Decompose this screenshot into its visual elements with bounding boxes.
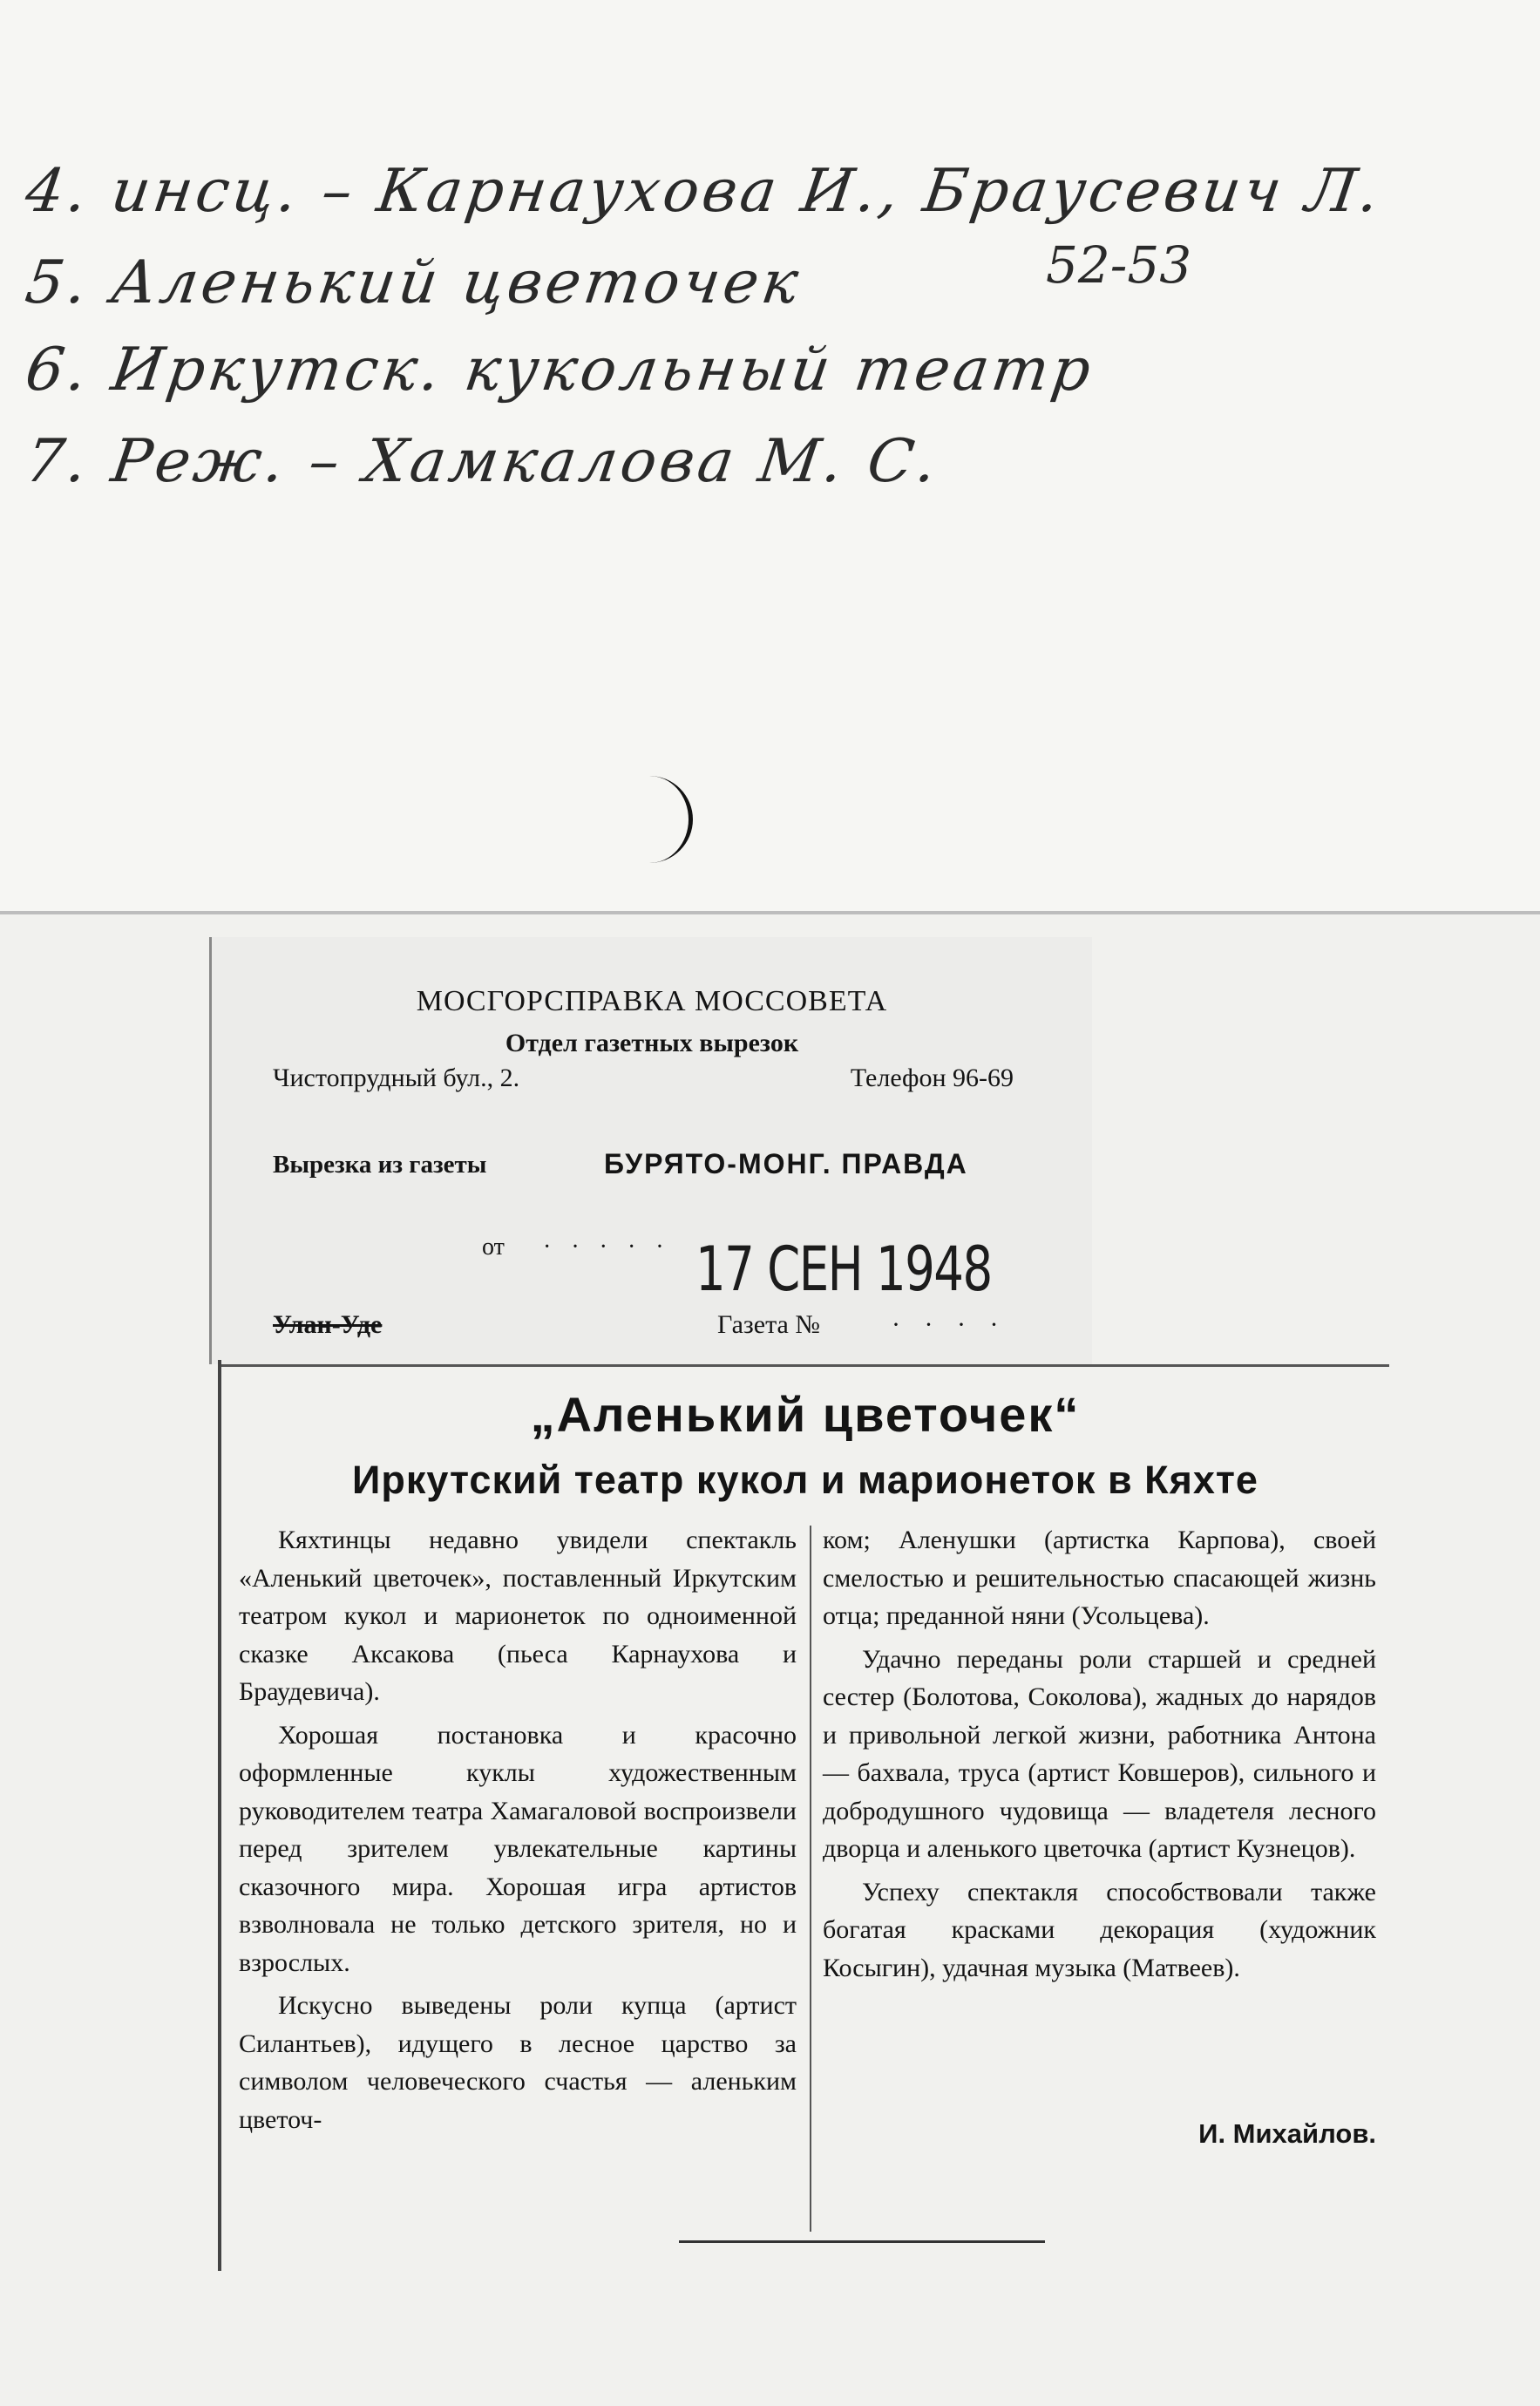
stamp-from-label: от bbox=[482, 1234, 505, 1261]
handwritten-note-5: 5. Аленький цветочек bbox=[21, 248, 806, 317]
article-paragraph: ком; Аленушки (артистка Карпова), своей смелостью и решительностью спасающей жизнь отца; преданной няни (Усольцева). bbox=[823, 1526, 1376, 1630]
article-subtitle: Иркутский театр кукол и марионеток в Кяхте bbox=[352, 1458, 1258, 1502]
article-paragraph: Кяхтинцы недавно увидели спектакль «Аленький цветочек», поставленный Иркутским театром кукол и марионеток по одноименной сказке Аксакова (пьеса Карнаухова и Браудевича). bbox=[239, 1526, 797, 1706]
handwritten-note-4: 4. инсц. – Карнаухова И., Браусевич Л. bbox=[21, 157, 1387, 226]
article-right-column bbox=[823, 1521, 1376, 1987]
handwritten-note-years: 52-53 bbox=[1046, 235, 1192, 295]
bracket-mark bbox=[628, 776, 693, 863]
stamp-date: 17 СЕН 1948 bbox=[695, 1234, 992, 1305]
stamp-newspaper-name: БУРЯТО-МОНГ. ПРАВДА bbox=[604, 1148, 968, 1179]
stamp-address: Чистопрудный бул., 2. bbox=[273, 1064, 520, 1092]
stamp-city: Улан-Уде bbox=[273, 1310, 383, 1339]
newspaper-article bbox=[218, 1360, 1389, 2271]
stamp-organization: МОСГОРСПРАВКА МОССОВЕТА bbox=[416, 985, 888, 1017]
handwritten-note-7: 7. Реж. – Хамкалова М. С. bbox=[21, 427, 945, 496]
article-signature: И. Михайлов. bbox=[1198, 2118, 1376, 2149]
article-paragraph: Хорошая постановка и красочно оформленные куклы художественным руководителем театра Хамагаловой воспроизвели перед зрителем увлекательные картины сказочного мира. Хорошая игра артистов взволновала не только детского зрителя, но и взрослых. bbox=[239, 1720, 797, 1977]
clipping-stamp bbox=[209, 937, 1092, 1364]
article-left-column bbox=[239, 1521, 797, 2138]
stamp-paper-number-label: Газета № bbox=[717, 1310, 820, 1339]
stamp-clipping-label: Вырезка из газеты bbox=[273, 1151, 487, 1179]
stamp-department: Отдел газетных вырезок bbox=[505, 1029, 799, 1057]
stamp-phone: Телефон 96-69 bbox=[850, 1064, 1014, 1092]
stamp-dots: · · · · · bbox=[543, 1234, 671, 1261]
article-paragraph: Искусно выведены роли купца (артист Силантьев), идущего в лесное царство за символом человеческого счастья — аленьким цветоч- bbox=[239, 1991, 797, 2134]
article-paragraph: Удачно переданы роли старшей и средней сестер (Болотова, Соколова), жадных до нарядов и привольной легкой жизни, работника Антона — бахвала, труса (артист Ковшеров), сильного и добродушного чудовища — владетеля лесного дворца и аленького цветочка (артист Кузнецов). bbox=[823, 1644, 1376, 1863]
handwritten-note-6: 6. Иркутск. кукольный театр bbox=[21, 336, 1099, 404]
stamp-dots: · · · · bbox=[892, 1310, 1007, 1339]
article-top-rule bbox=[221, 1364, 1389, 1367]
article-bottom-rule bbox=[679, 2240, 1045, 2243]
column-divider bbox=[810, 1526, 811, 2232]
article-paragraph: Успеху спектакля способствовали также богатая красками декорация (художник Косыгин), удачная музыка (Матвеев). bbox=[823, 1877, 1376, 1982]
article-title: „Аленький цветочек“ bbox=[530, 1387, 1081, 1442]
